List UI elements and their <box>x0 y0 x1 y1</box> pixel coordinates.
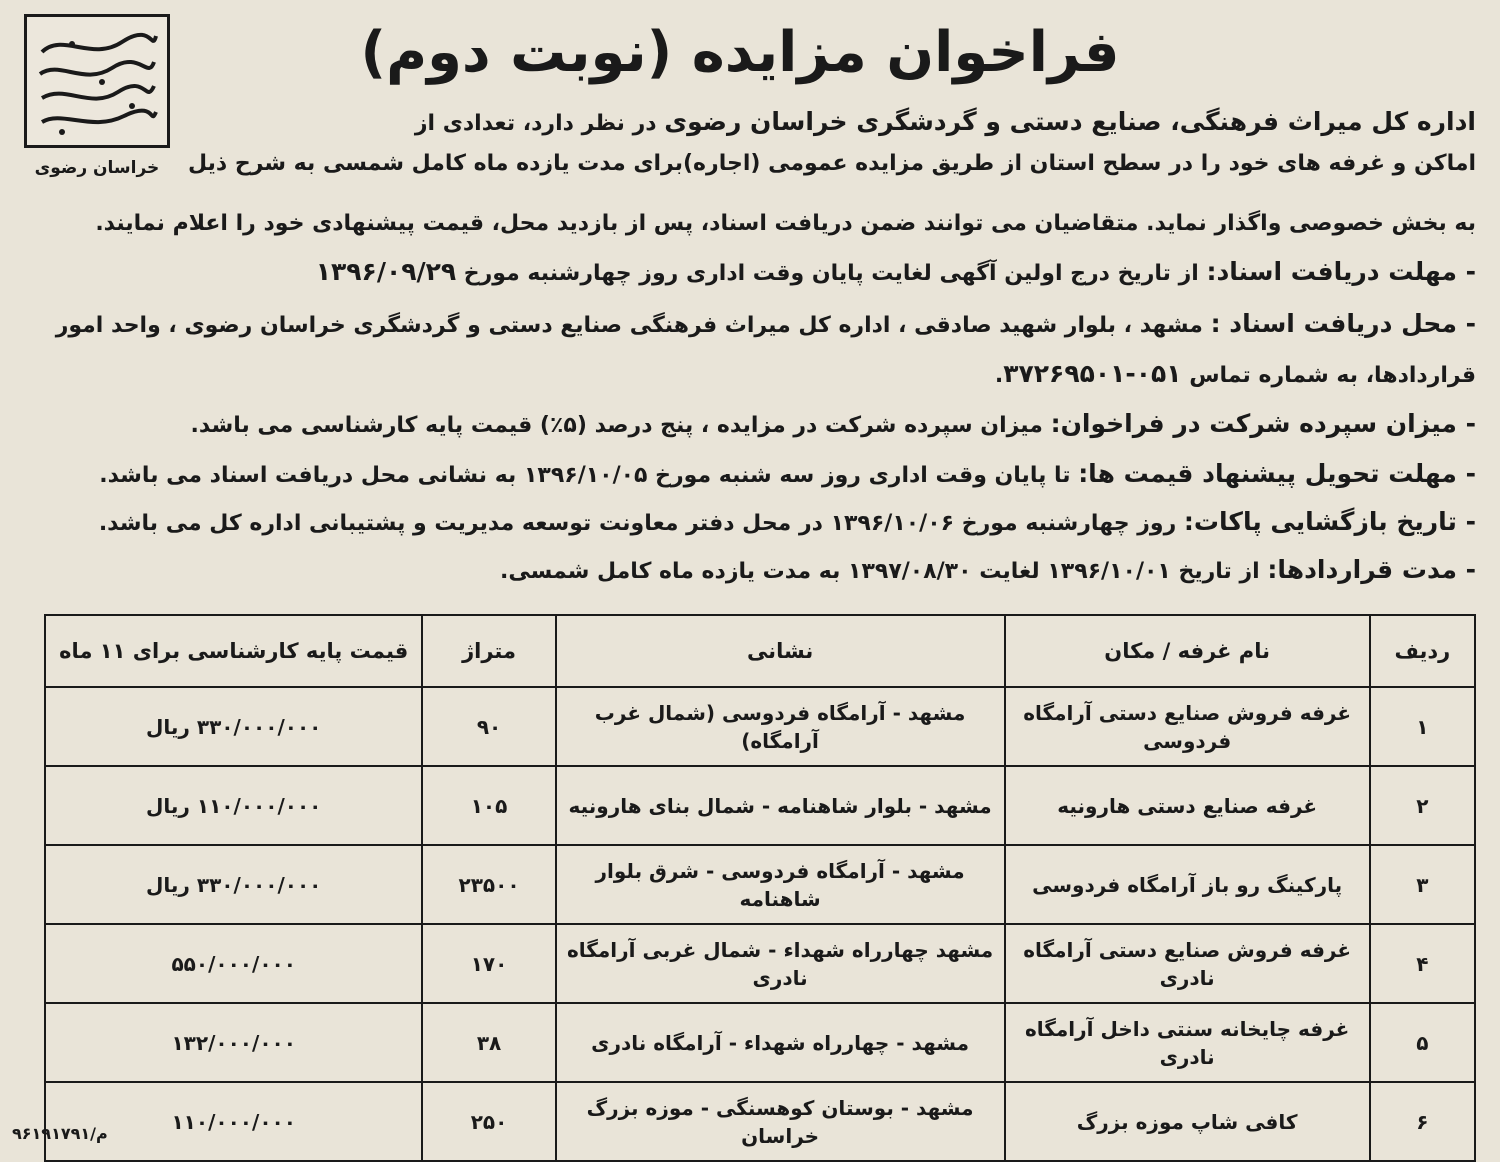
logo-caption: خراسان رضوی <box>34 158 160 178</box>
cell-area: ۳۸ <box>422 1003 555 1082</box>
cell-price: ۱۱۰/۰۰۰/۰۰۰ ریال <box>45 766 422 845</box>
opening-item <box>99 504 1476 542</box>
intro-line-1-rest: در نظر دارد، تعدادی از <box>414 111 665 136</box>
cell-area: ۱۷۰ <box>422 924 555 1003</box>
table-row <box>45 766 1475 845</box>
cell-address: مشهد - بوستان کوهسنگی - موزه بزرگ خراسان <box>556 1082 1005 1161</box>
cell-price: ۱۳۲/۰۰۰/۰۰۰ <box>45 1003 422 1082</box>
offer-label: - مهلت تحویل پیشنهاد قیمت ها: <box>1078 459 1476 488</box>
organization-logo <box>24 14 170 148</box>
place-end: . <box>994 363 1004 388</box>
cell-price: ۳۳۰/۰۰۰/۰۰۰ ریال <box>45 845 422 924</box>
deposit-text: میزان سپرده شرکت در مزایده ، پنج درصد (۵٪) قیمت پایه کارشناسی می باشد. <box>190 413 1051 438</box>
cell-address: مشهد - چهارراه شهداء - آرامگاه نادری <box>556 1003 1005 1082</box>
cell-name: غرفه صنایع دستی هارونیه <box>1005 766 1370 845</box>
cell-name: کافی شاپ موزه بزرگ <box>1005 1082 1370 1161</box>
duration-text: از تاریخ ۱۳۹۶/۱۰/۰۱ لغایت ۱۳۹۷/۰۸/۳۰ به مدت یازده ماه کامل شمسی. <box>500 559 1268 584</box>
table-row <box>45 924 1475 1003</box>
page-title: فراخوان مزایده (نوبت دوم) <box>360 20 1120 85</box>
cell-name: غرفه فروش صنایع دستی آرامگاه نادری <box>1005 924 1370 1003</box>
cell-address: مشهد چهارراه شهداء - شمال غربی آرامگاه نادری <box>556 924 1005 1003</box>
place-label: - محل دریافت اسناد : <box>1210 309 1476 338</box>
cell-row-number: ۵ <box>1370 1003 1475 1082</box>
opening-text: روز چهارشنبه مورخ ۱۳۹۶/۱۰/۰۶ در محل دفتر معاونت توسعه مدیریت و پشتیبانی اداره کل می باشد. <box>98 511 1184 536</box>
offer-item <box>99 456 1476 494</box>
offer-text: تا پایان وقت اداری روز سه شنبه مورخ ۱۳۹۶/۱۰/۰۵ به نشانی محل دریافت اسناد می باشد. <box>99 463 1079 488</box>
table-row <box>45 1003 1475 1082</box>
auction-items-table <box>44 614 1476 1162</box>
cell-area: ۱۰۵ <box>422 766 555 845</box>
cell-name: غرفه چایخانه سنتی داخل آرامگاه نادری <box>1005 1003 1370 1082</box>
duration-item <box>500 552 1476 590</box>
place-item <box>56 306 1476 344</box>
table-row <box>45 1082 1475 1161</box>
cell-area: ۹۰ <box>422 687 555 766</box>
deadline-label: - مهلت دریافت اسناد: <box>1206 257 1476 286</box>
cell-address: مشهد - آرامگاه فردوسی - شرق بلوار شاهنامه <box>556 845 1005 924</box>
intro-org-name: اداره کل میراث فرهنگی، صنایع دستی و گردشگری خراسان رضوی <box>664 107 1476 136</box>
ad-code: م/۹۶۱۹۱۷۹۱ <box>12 1124 108 1143</box>
cell-address: مشهد - بلوار شاهنامه - شمال بنای هارونیه <box>556 766 1005 845</box>
intro-line-1 <box>415 104 1476 142</box>
header-area: متراژ <box>422 615 555 687</box>
deposit-item <box>191 406 1477 444</box>
header-name: نام غرفه / مکان <box>1005 615 1370 687</box>
table-row <box>45 845 1475 924</box>
place-phone: ۰۵۱-۳۷۲۶۹۵۰۱ <box>1003 359 1182 388</box>
calligraphy-logo-icon <box>32 22 162 140</box>
deadline-text: از تاریخ درج اولین آگهی لغایت پایان وقت اداری روز چهارشنبه مورخ <box>456 261 1207 286</box>
deadline-date: ۱۳۹۶/۰۹/۲۹ <box>315 257 457 286</box>
cell-row-number: ۳ <box>1370 845 1475 924</box>
intro-line-3: به بخش خصوصی واگذار نماید. متقاضیان می توانند ضمن دریافت اسناد، پس از بازدید محل، قیمت پیشنهادی خود را اعلام نمایند. <box>95 211 1476 236</box>
table-header-row <box>45 615 1475 687</box>
cell-row-number: ۱ <box>1370 687 1475 766</box>
cell-area: ۲۳۵۰۰ <box>422 845 555 924</box>
place-text: مشهد ، بلوار شهید صادقی ، اداره کل میراث فرهنگی صنایع دستی و گردشگری خراسان رضوی ، واحد امور <box>55 313 1211 338</box>
opening-label: - تاریخ بازگشایی پاکات: <box>1183 507 1476 536</box>
header-price: قیمت پایه کارشناسی برای ۱۱ ماه <box>45 615 422 687</box>
cell-price: ۱۱۰/۰۰۰/۰۰۰ <box>45 1082 422 1161</box>
duration-label: - مدت قراردادها: <box>1267 555 1476 584</box>
cell-row-number: ۶ <box>1370 1082 1475 1161</box>
place-text-2: قراردادها، به شماره تماس <box>1181 363 1476 388</box>
cell-row-number: ۴ <box>1370 924 1475 1003</box>
deadline-item <box>316 254 1476 292</box>
cell-address: مشهد - آرامگاه فردوسی (شمال غرب آرامگاه) <box>556 687 1005 766</box>
cell-price: ۵۵۰/۰۰۰/۰۰۰ <box>45 924 422 1003</box>
place-item-cont <box>995 356 1476 394</box>
header-address: نشانی <box>556 615 1005 687</box>
cell-name: پارکینگ رو باز آرامگاه فردوسی <box>1005 845 1370 924</box>
header-row-number: ردیف <box>1370 615 1475 687</box>
deposit-label: - میزان سپرده شرکت در فراخوان: <box>1050 409 1476 438</box>
cell-row-number: ۲ <box>1370 766 1475 845</box>
cell-price: ۳۳۰/۰۰۰/۰۰۰ ریال <box>45 687 422 766</box>
intro-line-2: اماکن و غرفه های خود را در سطح استان از طریق مزایده عمومی (اجاره)برای مدت یازده ماه کامل شمسی به شرح ذیل <box>188 151 1476 176</box>
cell-area: ۲۵۰ <box>422 1082 555 1161</box>
table-row <box>45 687 1475 766</box>
cell-name: غرفه فروش صنایع دستی آرامگاه فردوسی <box>1005 687 1370 766</box>
